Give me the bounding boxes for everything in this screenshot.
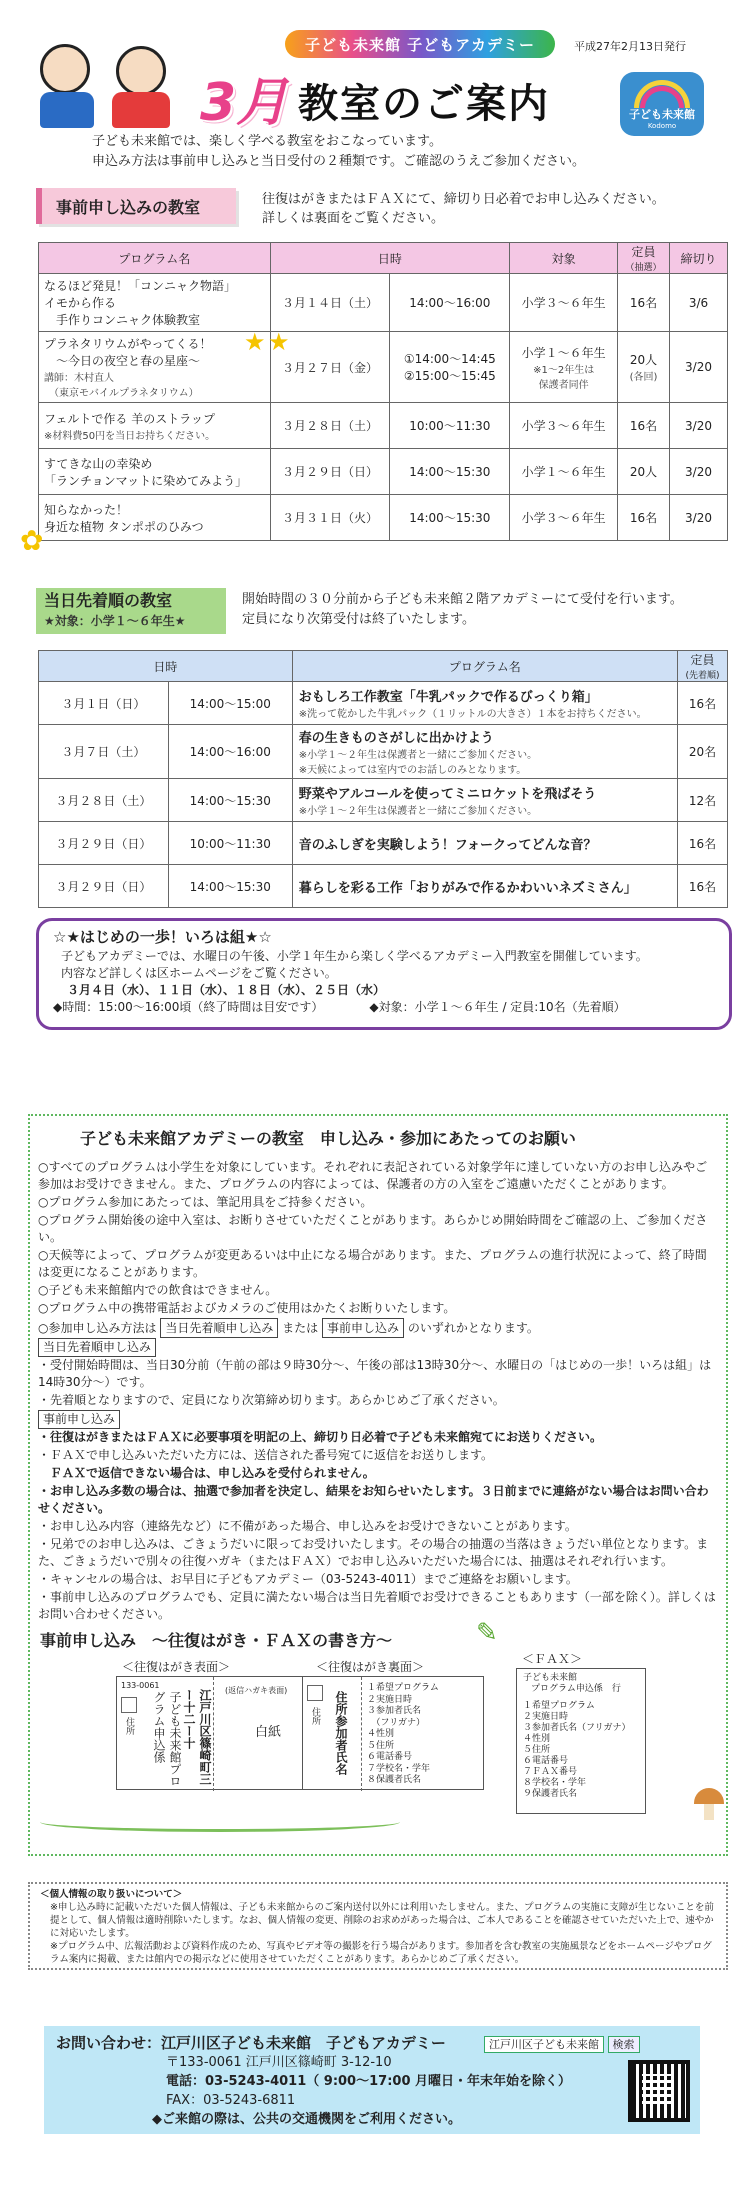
program-name-cell: おもしろ工作教室「牛乳パックで作るびっくり箱」 ※洗って乾かした牛乳パック（１リットルの大きさ）１本をお持ちください。 bbox=[292, 682, 677, 725]
date-cell: ３月２９日（日） bbox=[39, 865, 169, 908]
application-notes-list bbox=[38, 1159, 718, 1317]
deadline-cell: 3/20 bbox=[670, 403, 728, 449]
list-item: ４性別 bbox=[523, 1734, 551, 1744]
sameday-tag: 当日先着順申し込み bbox=[160, 1318, 278, 1338]
intro-text: 子ども未来館では、楽しく学べる教室をおこなっています。 申込み方法は事前申し込みと当日受付の２種類です。ご確認のうえご参加ください。 bbox=[92, 134, 585, 169]
deadline-cell: 3/20 bbox=[670, 332, 728, 403]
deadline-cell: 3/6 bbox=[670, 274, 728, 332]
date-cell: ３月７日（土） bbox=[39, 725, 169, 779]
time-cell: 14:00～15:30 bbox=[390, 449, 510, 495]
list-item: ・お申し込み多数の場合は、抽選で参加者を決定し、結果をお知らせいたします。３日前までに連絡がない場合はお問い合わせください。 bbox=[38, 1484, 709, 1515]
search-bar[interactable] bbox=[484, 2036, 640, 2052]
fax-card-label: ＜ＦＡＸ＞ bbox=[522, 1652, 583, 1666]
table-row bbox=[39, 274, 728, 332]
page-title: 教室のご案内 bbox=[298, 81, 550, 127]
capacity-cell: 16名 bbox=[618, 274, 670, 332]
list-item: ○プログラム中の携帯電話およびカメラのご使用はかたくお断りいたします。 bbox=[38, 1301, 456, 1315]
column-header: プログラム名 bbox=[39, 243, 271, 274]
advance-tag: 事前申し込み bbox=[322, 1318, 404, 1338]
front-card-label: ＜往復はがき表面＞ bbox=[122, 1660, 231, 1674]
capacity-cell: 20名 bbox=[678, 725, 728, 779]
column-header: 日時 bbox=[270, 243, 510, 274]
list-item: ５住所 bbox=[367, 1740, 395, 1751]
list-item: ３参加者氏名（フリガナ） bbox=[523, 1723, 631, 1733]
list-item: １希望プログラム bbox=[523, 1701, 595, 1711]
column-header: 日時 bbox=[39, 651, 293, 682]
program-name-cell: 春の生きものさがしに出かけよう ※小学１～２年生は保護者と一緒にご参加ください。 ※天候によっては室内でのお話しのみとなります。 bbox=[292, 725, 677, 779]
capacity-cell: 16名 bbox=[618, 495, 670, 541]
time-cell: 14:00～15:30 bbox=[168, 865, 292, 908]
list-item: ・キャンセルの場合は、お早目に子どもアカデミー（03-5243-4011）までご連絡をお願いします。 bbox=[38, 1572, 578, 1586]
table-row bbox=[39, 822, 728, 865]
flower-icon: ✿ bbox=[20, 524, 44, 557]
date-cell: ３月１日（日） bbox=[39, 682, 169, 725]
program-name-cell: 野菜やアルコールを使ってミニロケットを飛ばそう ※小学１～２年生は保護者と一緒にご参加ください。 bbox=[292, 779, 677, 822]
table-row bbox=[39, 779, 728, 822]
doll-robe-left bbox=[40, 92, 94, 128]
list-item: ＦＡＸで返信できない場合は、申し込みを受付られません。 bbox=[38, 1466, 375, 1480]
star-icon: ★ bbox=[268, 328, 290, 356]
title-banner: 子ども未来館 子どもアカデミー bbox=[285, 30, 555, 58]
vine-decoration bbox=[40, 1812, 400, 1832]
list-item: ２実施日時 bbox=[523, 1712, 569, 1722]
postcard-front-example: 133-0061 住所 子ども未来館プログラム申込係 江戸川区篠崎町三ー十二ー十 (返信ハガキ表面) 白紙 bbox=[116, 1676, 324, 1790]
column-header: プログラム名 bbox=[292, 651, 677, 682]
list-item: １希望プログラム bbox=[367, 1683, 439, 1693]
sameday-subheading: 当日先着順申し込み bbox=[38, 1338, 156, 1357]
list-item: ○プログラム開始後の途中入室は、お断りさせていただくことがあります。あらかじめ開始時間をご確認の上、ご参加ください。 bbox=[38, 1213, 708, 1244]
table-row bbox=[39, 495, 728, 541]
program-name-cell: フェルトで作る 羊のストラップ ※材料費50円を当日お持ちください。 bbox=[39, 403, 271, 449]
list-item: ○子ども未来館館内での飲食はできません。 bbox=[38, 1283, 278, 1297]
list-item: ・お申し込み内容（連絡先など）に不備があった場合、申し込みをお受けできないことがあります。 bbox=[38, 1519, 577, 1533]
list-item: （フリガナ） bbox=[367, 1717, 426, 1728]
time-cell: 14:00～15:00 bbox=[168, 682, 292, 725]
table-row bbox=[39, 865, 728, 908]
column-header: 定員 (先着順) bbox=[678, 651, 728, 682]
capacity-cell: 16名 bbox=[678, 682, 728, 725]
fax-example: 子ども未来館 プログラム申込係 行 １希望プログラム ２実施日時 ３参加者氏名（フリガナ） ４性別 ５住所 ６電話番号 ７ＦＡＸ番号 ８学校名・学年 ９保護者氏名 bbox=[516, 1668, 646, 1814]
list-item: ８学校名・学年 bbox=[523, 1778, 587, 1788]
star-icon: ★ bbox=[244, 328, 266, 356]
iroha-title: ☆★はじめの一歩！いろは組★☆ bbox=[53, 928, 272, 946]
target-cell: 小学１～６年生 bbox=[510, 449, 618, 495]
date-cell: ３月２９日（日） bbox=[270, 449, 390, 495]
howto-title: 事前申し込み ～往復はがき・ＦＡＸの書き方～ bbox=[40, 1631, 393, 1650]
capacity-cell: 20人 (各回) bbox=[618, 332, 670, 403]
doll-empress-illustration bbox=[116, 46, 166, 96]
list-item: ６電話番号 bbox=[523, 1756, 569, 1766]
capacity-cell: 12名 bbox=[678, 779, 728, 822]
time-cell: 10:00～11:30 bbox=[168, 822, 292, 865]
date-cell: ３月２８日（土） bbox=[270, 403, 390, 449]
column-header: 定員 （抽選） bbox=[618, 243, 670, 274]
application-notes-title: 子ども未来館アカデミーの教室 申し込み・参加にあたってのお願い bbox=[80, 1129, 576, 1148]
contact-box: お問い合わせ：江戸川区子ども未来館 子どもアカデミー 〒133-0061 江戸川区篠崎町 3-12-10 電話：03-5243-4011（ 9:00～17:00 月曜日・年末年始を除く） FAX：03-5243-6811 ◆ご来館の際は、公共の交通機関をご利用ください。 bbox=[44, 2026, 700, 2134]
list-item: ・受付開始時間は、当日30分前（午前の部は９時30分～、午後の部は13時30分～、水曜日の「はじめの一歩！いろは組」は14時30分～）です。 bbox=[38, 1358, 712, 1389]
program-name-cell: すてきな山の幸染め 「ランチョンマットに染めてみよう」 bbox=[39, 449, 271, 495]
list-item: ・兄弟でのお申し込みは、ごきょうだいに限ってお受けいたします。その場合の抽選の当落はきょうだい単位となります。また、ごきょうだいで別々の往復ハガキ（またはＦＡＸ）でお申し込みいただいた場合には、抽選はそれぞれ行います。 bbox=[38, 1537, 709, 1568]
advance-section-label: 事前申し込みの教室 bbox=[36, 188, 236, 224]
iroha-info-box: ☆★はじめの一歩！いろは組★☆ 子どもアカデミーでは、水曜日の午後、小学１年生から楽しく学べるアカデミー入門教室を開催しています。 内容など詳しくは区ホームページをご覧ください。 ３月４日（水）、１１日（水）、１８日（水）、２５日（水） ◆時間：15:00～16:00頃（終了時間は目安です） ◆対象：小学１～６年生 / 定員:10名（先着順） bbox=[36, 918, 732, 1030]
advance-section-note: 往復はがきまたはＦＡＸにて、締切り日必着でお申し込みください。 詳しくは裏面をご覧ください。 bbox=[262, 192, 665, 226]
list-item: ７ＦＡＸ番号 bbox=[523, 1767, 578, 1777]
date-cell: ３月１４日（土） bbox=[270, 274, 390, 332]
list-item: ３参加者氏名 bbox=[367, 1706, 422, 1716]
time-cell: 10:00～11:30 bbox=[390, 403, 510, 449]
program-name-cell: 音のふしぎを実験しよう！フォークってどんな音？ bbox=[292, 822, 677, 865]
list-item: ５住所 bbox=[523, 1745, 551, 1755]
time-cell: 14:00～16:00 bbox=[168, 725, 292, 779]
sameday-section-label: 当日先着順の教室 ★対象：小学１～６年生★ bbox=[36, 588, 226, 634]
application-notes: 子ども未来館アカデミーの教室 申し込み・参加にあたってのお願い ○すべてのプログラムは小学生を対象にしています。それぞれに表記されている対象学年に達していない方のお申し込みやご参加はお受けできません。また、プログラムの内容によっては、保護者の方の入室をご遠慮いただくことがあります。 ○プログラム参加にあたっては、筆記用具をご持参ください。 ○プログラム開始後の途中入室は、お断りさせていただくことがあります。あらかじめ開始時間をご確認の上、ご参加ください。 ○天候等によって、プログラムが変更あるいは中止になる場合があります。また、プログラムの進行状況によって、終了時間は変更になることがあります。 ○子ども未来館館内での飲食はできません。 ○プログラム中の携帯電話およびカメラのご使用はかたくお断りいたします。 ○参加申し込み方法は 当日先着順申し込み または 事前申し込み のいずれかとなります。 当日先着順申し込み ・受付開始時間は、当日30分前（午前の部は９時30分～、午後の部は13時30分～、水曜日の「はじめの一歩！いろは組」は14時30分～）です。 ・先着順となりますので、定員になり次第締め切ります。あらかじめご了承ください。 事前申し込み ・往復はがきまたはＦＡＸに必要事項を明記の上、締切り日必着で子ども未来館宛てにお送りください。 ・ＦＡＸで申し込みいただいた方には、送信された番号宛てに返信をお送りします。 ＦＡＸで返信できない場合は、申し込みを受付られません。 ・お申し込み多数の場合は、抽選で参加者を決定し、結果をお知らせいたします。３日前までに連絡がない場合はお問い合わせください。 ・お申し込み内容（連絡先など）に不備があった場合、申し込みをお受けできないことがあります。 ・兄弟でのお申し込みは、ごきょうだいに限ってお受けいたします。その場合の抽選の当落はきょうだい単位となります。また、ごきょうだいで別々の往復ハガキ（またはＦＡＸ）でお申し込みいただいた場合には、抽選はそれぞれ行います。 ・キャンセルの場合は、お早目に子どもアカデミー（03-5243-4011）までご連絡をお願いします。 ・事前申し込みのプログラムでも、定員に満たない場合は当日先着順でお受けできることもあります（一部を除く）。詳しくはお問い合わせください。 bbox=[28, 1114, 728, 1856]
month-label: 3月 bbox=[200, 73, 289, 133]
publish-date: 平成27年2月13日発行 bbox=[574, 40, 686, 53]
program-name-cell: なるほど発見！「コンニャク物語」 イモから作る 手作りコンニャク体験教室 bbox=[39, 274, 271, 332]
list-item: ４性別 bbox=[367, 1729, 395, 1739]
qr-code[interactable] bbox=[628, 2060, 690, 2122]
target-cell: 小学３～６年生 bbox=[510, 403, 618, 449]
date-cell: ３月３１日（火） bbox=[270, 495, 390, 541]
time-cell: ①14:00～14:45 ②15:00～15:45 bbox=[390, 332, 510, 403]
list-item: ・ＦＡＸで申し込みいただいた方には、送信された番号宛てに返信をお送りします。 bbox=[38, 1448, 494, 1462]
sameday-program-table bbox=[38, 650, 728, 908]
target-cell: 小学３～６年生 bbox=[510, 495, 618, 541]
table-row bbox=[39, 725, 728, 779]
pencil-icon: ✎ bbox=[476, 1618, 498, 1648]
privacy-notice: ＜個人情報の取り扱いについて＞ ※申し込み時に記載いただいた個人情報は、子ども未来館からのご案内送付以外には利用いたしません。また、プログラムの実施に支障が生じないことを前提として、個人情報は適時削除いたします。なお、個人情報の変更、削除のお求めがあった場合は、ご本人であることを確認させていただいた上で、速やかに対応いたします。 ※プログラム中、広報活動および資料作成のため、写真やビデオ等の撮影を行う場合があります。参加者を含む教室の実施風景などをホームページやプログラム案内に掲載、または館内での掲示などに使用させていただくことがあります。あらかじめご了承ください。 bbox=[28, 1882, 728, 1970]
doll-robe-right bbox=[112, 92, 170, 128]
list-item: ・往復はがきまたはＦＡＸに必要事項を明記の上、締切り日必着で子ども未来館宛てにお送りください。 bbox=[38, 1430, 603, 1444]
list-item: ・先着順となりますので、定員になり次第締め切ります。あらかじめご了承ください。 bbox=[38, 1393, 505, 1407]
column-header: 締切り bbox=[670, 243, 728, 274]
time-cell: 14:00～15:30 bbox=[390, 495, 510, 541]
program-name-cell: プラネタリウムがやってくる！ ～今日の夜空と春の星座～ 講師：木村直人 （東京モバイルプラネタリウム） bbox=[39, 332, 271, 403]
doll-emperor-illustration bbox=[40, 44, 90, 94]
date-cell: ３月２８日（土） bbox=[39, 779, 169, 822]
search-input[interactable]: 江戸川区子ども未来館 bbox=[484, 2036, 604, 2053]
sameday-notes-list bbox=[38, 1357, 718, 1409]
advance-program-table bbox=[38, 242, 728, 541]
time-cell: 14:00～16:00 bbox=[390, 274, 510, 332]
capacity-cell: 16名 bbox=[678, 865, 728, 908]
postcard-back-example: 住所 住所参加者氏名 １希望プログラム ２実施日時 ３参加者氏名 （フリガナ） ４性別 ５住所 ６電話番号 ７学校名・学年 ８保護者氏名 bbox=[302, 1676, 484, 1790]
program-name-cell: 知らなかった！ 身近な植物 タンポポのひみつ bbox=[39, 495, 271, 541]
deadline-cell: 3/20 bbox=[670, 495, 728, 541]
list-item: ２実施日時 bbox=[367, 1694, 413, 1705]
table-row bbox=[39, 449, 728, 495]
list-item: ７学校名・学年 bbox=[367, 1763, 431, 1774]
deadline-cell: 3/20 bbox=[670, 449, 728, 495]
list-item: ６電話番号 bbox=[367, 1752, 413, 1762]
capacity-cell: 20人 bbox=[618, 449, 670, 495]
stamp-box bbox=[121, 1697, 137, 1713]
search-button[interactable]: 検索 bbox=[608, 2036, 640, 2053]
capacity-cell: 16名 bbox=[618, 403, 670, 449]
capacity-cell: 16名 bbox=[678, 822, 728, 865]
advance-notes-list bbox=[38, 1429, 718, 1623]
list-item: ・事前申し込みのプログラムでも、定員に満たない場合は当日先着順でお受けできることもあります（一部を除く）。詳しくはお問い合わせください。 bbox=[38, 1590, 716, 1621]
date-cell: ３月２９日（日） bbox=[39, 822, 169, 865]
target-cell: 小学１～６年生 ※1～2年生は 保護者同伴 bbox=[510, 332, 618, 403]
list-item: ○天候等によって、プログラムが変更あるいは中止になる場合があります。また、プログラムの進行状況によって、終了時間は変更になることがあります。 bbox=[38, 1248, 707, 1279]
program-name-cell: 暮らしを彩る工作「おりがみで作るかわいいネズミさん」 bbox=[292, 865, 677, 908]
sameday-section-note: 開始時間の３０分前から子ども未来館２階アカデミーにて受付を行います。 定員になり次第受付は終了いたします。 bbox=[242, 592, 683, 627]
table-row bbox=[39, 332, 728, 403]
list-item: ９保護者氏名 bbox=[523, 1789, 578, 1799]
list-item: ８保護者氏名 bbox=[367, 1775, 422, 1785]
back-card-label: ＜往復はがき裏面＞ bbox=[316, 1660, 425, 1674]
list-item: ○すべてのプログラムは小学生を対象にしています。それぞれに表記されている対象学年に達していない方のお申し込みやご参加はお受けできません。また、プログラムの内容によっては、保護者の方の入室をご遠慮いただくことがあります。 bbox=[38, 1160, 708, 1191]
list-item: ○プログラム参加にあたっては、筆記用具をご持参ください。 bbox=[38, 1195, 373, 1209]
target-cell: 小学３～６年生 bbox=[510, 274, 618, 332]
time-cell: 14:00～15:30 bbox=[168, 779, 292, 822]
table-row bbox=[39, 403, 728, 449]
date-cell: ３月２７日（金） bbox=[270, 332, 390, 403]
advance-subheading: 事前申し込み bbox=[38, 1410, 120, 1429]
table-row bbox=[39, 682, 728, 725]
logo: 子ども未来館 Kodomo bbox=[620, 72, 704, 136]
column-header: 対象 bbox=[510, 243, 618, 274]
